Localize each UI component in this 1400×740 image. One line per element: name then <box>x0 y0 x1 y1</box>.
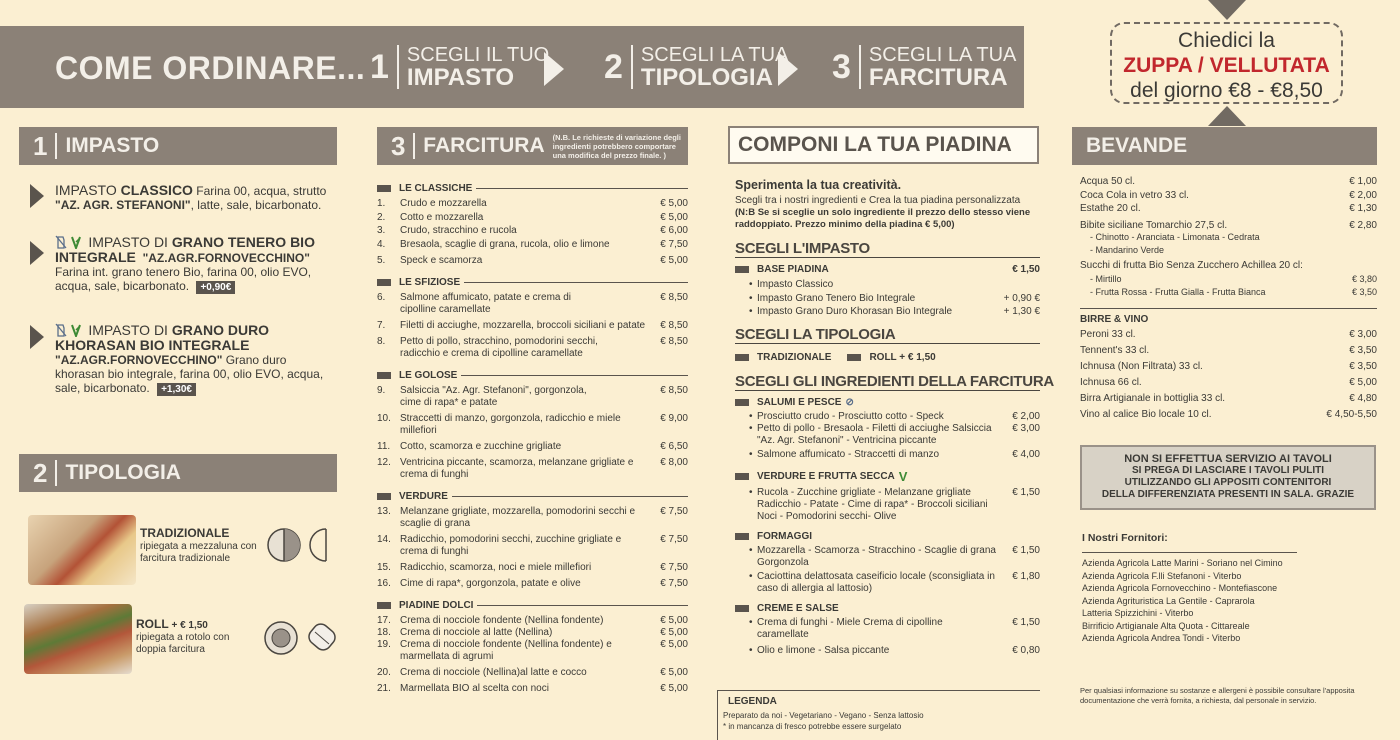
step-3 <box>832 44 1016 90</box>
step-line1: SCEGLI LA TUA <box>640 44 789 66</box>
drink-row: Estathe 20 cl. € 1,30 <box>1080 203 1377 214</box>
play-icon <box>30 241 44 270</box>
vegan-icon: V <box>898 469 908 484</box>
menu-item: 17. Crema di nocciole fondente (Nellina fondente) € 5,00 <box>377 614 688 626</box>
step-line2: FARCITURA <box>868 64 1008 91</box>
menu-item: 9. Salsiccia "Az. Agr. Stefanoni", gorgonzola, cime di rapa* e patate € 8,50 <box>377 384 688 408</box>
menu-item: 10. Straccetti di manzo, gorgonzola, radicchio e miele millefiori € 9,00 <box>377 412 688 436</box>
menu-item: 11. Cotto, scamorza e zucchine grigliate € 6,50 <box>377 440 688 452</box>
group-header: LE CLASSICHE <box>377 183 688 194</box>
drink-sub: - Frutta Rossa - Frutta Gialla - Frutta Bianca € 3,50 <box>1090 287 1377 297</box>
drink-row: Bibite siciliane Tomarchio 27,5 cl. € 2,80 <box>1080 220 1377 231</box>
menu-item: 19. Crema di nocciole fondente (Nellina fondente) e marmellata di agrumi € 5,00 <box>377 638 688 662</box>
farcitura-list <box>377 183 688 695</box>
menu-item: 6. Salmone affumicato, patate e crema di cipolline caramellate € 8,50 <box>377 291 688 315</box>
impasto-item-khorasan: IMPASTO DI GRANO DURO KHORASAN BIO INTEGRALE "AZ.AGR.FORNOVECCHINO" Grano duro khorasan bio integrale, farina 00, olio EVO, acqua, sale, bicarbonato. +1,30€ <box>55 322 324 395</box>
drink-row: Ichnusa (Non Filtrata) 33 cl. € 3,50 <box>1080 361 1377 372</box>
scegli-tipologia-title: SCEGLI LA TIPOLOGIA <box>735 326 1040 344</box>
farcitura-header: 3 FARCITURA (N.B. Le richieste di variazione degli ingredienti potrebbero comportare una modifica del prezzo finale. ) <box>377 127 688 165</box>
menu-item: 16. Cime di rapa*, gorgonzola, patate e olive € 7,50 <box>377 577 688 589</box>
triangle-up-icon <box>1208 106 1246 126</box>
birre-title: BIRRE & VINO <box>1080 314 1149 325</box>
step-line1: SCEGLI LA TUA <box>868 44 1017 66</box>
step-number: 1 <box>370 47 389 86</box>
menu-item: 3. Crudo, stracchino e rucola € 6,00 <box>377 225 688 236</box>
play-icon <box>30 184 44 213</box>
drink-row: Peroni 33 cl. € 3,00 <box>1080 329 1377 340</box>
bevande-list <box>1080 176 1377 421</box>
scegli-impasto-title: SCEGLI L'IMPASTO <box>735 240 1040 258</box>
bevande-header <box>1072 127 1377 165</box>
impasto-option: • Impasto Classico <box>749 279 834 290</box>
menu-item: 5. Speck e scamorza € 5,00 <box>377 254 688 266</box>
impasto-option: • Impasto Grano Duro Khorasan Bio Integrale + 1,30 € <box>749 306 1040 317</box>
fornitore-item: Azienda Agricola Fornovecchino - Montefiascone <box>1082 583 1278 593</box>
price-badge: +0,90€ <box>196 281 235 294</box>
scegli-ingredienti-title: SCEGLI GLI INGREDIENTI DELLA FARCITURA <box>735 373 1054 390</box>
ingredient-row: • Crema di funghi - Miele Crema di cipolline caramellate € 1,50 <box>749 617 1040 640</box>
drink-row: Ichnusa 66 cl. € 5,00 <box>1080 377 1377 388</box>
group-header: LE SFIZIOSE <box>377 277 688 288</box>
componi-content <box>735 178 1054 657</box>
menu-item: 13. Melanzane grigliate, mozzarella, pomodorini secchi e scaglie di grana € 7,50 <box>377 505 688 529</box>
fornitore-item: Birrificio Artigianale Alta Quota - Cittareale <box>1082 620 1250 631</box>
fornitore-item: Azienda Agricola F.lli Stefanoni - Viterbo <box>1082 570 1242 581</box>
step-line1: SCEGLI IL TUO <box>406 44 550 66</box>
step-2 <box>604 44 788 90</box>
arrow-right-icon <box>778 52 798 86</box>
drink-row: Birra Artigianale in bottiglia 33 cl. € 4,80 <box>1080 393 1377 404</box>
componi-header <box>728 126 1039 164</box>
drink-sub: - Mandarino Verde <box>1090 245 1165 255</box>
legenda-box <box>717 690 1040 740</box>
drink-row: Acqua 50 cl. € 1,00 <box>1080 176 1377 187</box>
menu-item: 2. Cotto e mozzarella € 5,00 <box>377 211 688 223</box>
zuppa-line1: Chiedici la <box>1178 29 1275 52</box>
fornitore-item: Azienda Agricola Latte Marini - Soriano nel Cimino <box>1082 558 1283 568</box>
componi-nb: (N:B Se si sceglie un solo ingrediente il prezzo dello stesso viene raddoppiato. Prezzo minimo della piadina € 5,00) <box>735 207 1031 230</box>
triangle-down-icon <box>1208 0 1246 20</box>
drink-row: Vino al calice Bio locale 10 cl. € 4,50-5,50 <box>1080 409 1377 420</box>
allergen-footer: Per qualsiasi informazione su sostanze e allergeni è possibile consultare l'apposita documentazione che verrà fornita, a richiesta, dal personale in servizio. <box>1080 686 1355 705</box>
fornitori-section <box>1082 532 1297 645</box>
ingredient-row: • Petto di pollo - Bresaola - Filetti di acciughe Salsiccia "Az. Agr. Stefanoni" - Ventricina piccante € 3,00 <box>749 423 1040 446</box>
ingredient-row: • Olio e limone - Salsa piccante € 0,80 <box>749 645 1040 656</box>
componi-lead: Sperimenta la tua creatività. <box>735 178 902 192</box>
arrow-right-icon <box>544 52 564 86</box>
menu-item: 4. Bresaola, scaglie di grana, rucola, olio e limone € 7,50 <box>377 238 688 250</box>
fornitore-item: Azienda Agricola Andrea Tondi - Viterbo <box>1082 633 1241 643</box>
step-line2: IMPASTO <box>406 64 515 91</box>
menu-item: 20. Crema di nocciole (Nellina)al latte e cocco € 5,00 <box>377 666 688 678</box>
menu-item: 7. Filetti di acciughe, mozzarella, broccoli siciliani e patate € 8,50 <box>377 319 688 331</box>
price-badge: +1,30€ <box>157 383 196 396</box>
tipologia-options: TRADIZIONALE ROLL + € 1,50 <box>735 352 1040 363</box>
ingredient-row: • Mozzarella - Scamorza - Stracchino - Scaglie di grana Gorgonzola € 1,50 <box>749 545 1040 568</box>
drink-sub: - Chinotto - Aranciata - Limonata - Cedrata <box>1090 232 1260 242</box>
legenda-title: LEGENDA <box>722 696 777 707</box>
impasto-header: 1 IMPASTO <box>19 127 337 165</box>
menu-item: 14. Radicchio, pomodorini secchi, zucchine grigliate e crema di funghi € 7,50 <box>377 533 688 557</box>
roll-icon <box>263 620 338 656</box>
menu-item: 12. Ventricina piccante, scamorza, melanzane grigliate e crema di funghi € 8,00 <box>377 456 688 480</box>
drink-row: Coca Cola in vetro 33 cl. € 2,00 <box>1080 189 1377 201</box>
ingredient-row: • Caciottina delattosata caseificio locale (sconsigliata in caso di allergia al lattosio) € 1,80 <box>749 571 1040 594</box>
half-circle-icon <box>266 527 336 565</box>
farcitura-note: (N.B. Le richieste di variazione degli ingredienti potrebbero comportare una modifica del prezzo finale. ) <box>552 132 681 160</box>
group-header: PIADINE DOLCI <box>377 600 688 611</box>
notice-box: NON SI EFFETTUA SERVIZIO AI TAVOLI SI PREGA DI LASCIARE I TAVOLI PULITI UTILIZZANDO GLI APPOSITI CONTENITORI DELLA DIFFERENZIATA PRESENTI IN SALA. GRAZIE <box>1080 445 1376 510</box>
tipologia-tradizionale: TRADIZIONALE ripiegata a mezzaluna con farcitura tradizionale <box>140 526 257 564</box>
componi-title: COMPONI LA TUA PIADINA <box>738 133 1012 156</box>
step-number: 2 <box>604 47 623 86</box>
fornitore-item: Latteria Spizzichini - Viterbo <box>1082 608 1194 618</box>
play-icon <box>30 325 44 354</box>
menu-item: 8. Petto di pollo, stracchino, pomodorini secchi, radicchio e crema di cipolline caramellate € 8,50 <box>377 335 688 359</box>
drink-row: Tennent's 33 cl. € 3,50 <box>1080 345 1377 356</box>
ingredient-group: CREME E SALSE <box>735 603 1040 614</box>
ingredient-group: FORMAGGI <box>735 531 1040 542</box>
step-1 <box>370 44 549 90</box>
menu-item: 1. Crudo e mozzarella € 5,00 <box>377 198 688 209</box>
menu-item: 18. Crema di nocciole al latte (Nellina) € 5,00 <box>377 626 688 638</box>
bevande-title: BEVANDE <box>1086 134 1188 157</box>
legenda-note: * in mancanza di fresco potrebbe essere surgelato <box>723 722 902 731</box>
lactose-free-icon: ⊘ <box>845 397 854 408</box>
ingredient-row: • Salmone affumicato - Straccetti di manzo € 4,00 <box>749 449 1040 460</box>
tradizionale-photo <box>28 515 136 585</box>
menu-item: 15. Radicchio, scamorza, noci e miele millefiori € 7,50 <box>377 561 688 573</box>
page-title: COME ORDINARE... <box>55 50 366 86</box>
group-header: VERDURE <box>377 491 688 502</box>
fornitore-item: Azienda Agrituristica La Gentile - Caprarola <box>1082 595 1255 606</box>
tipologia-roll: ROLL + € 1,50 ripiegata a rotolo con doppia farcitura <box>136 617 230 655</box>
menu-item: 21. Marmellata BIO al scelta con noci € 5,00 <box>377 682 688 694</box>
ingredient-row: • Prosciutto crudo - Prosciutto cotto - Speck € 2,00 <box>749 411 1040 422</box>
ingredient-group: VERDURE E FRUTTA SECCA V <box>735 469 1040 484</box>
impasto-item-tenero: IMPASTO DI GRANO TENERO BIO INTEGRALE "AZ.AGR.FORNOVECCHINO" Farina int. grano tenero Bio, farina 00, olio EVO, acqua, sale, bicarbonato. +0,90€ <box>55 234 315 293</box>
base-piadina: BASE PIADINA € 1,50 <box>735 264 1040 275</box>
drink-row: Succhi di frutta Bio Senza Zucchero Achillea 20 cl: <box>1080 260 1303 271</box>
fornitori-title: I Nostri Fornitori: <box>1082 532 1297 553</box>
ingredient-row: • Rucola - Zucchine grigliate - Melanzane grigliate Radicchio - Patate - Cime di rapa* - Broccoli siciliani Noci - Pomodorini secchi- Olive € 1,50 <box>749 487 1040 522</box>
impasto-title: IMPASTO <box>65 134 160 157</box>
ingredient-group: SALUMI E PESCE ⊘ <box>735 397 1040 408</box>
impasto-option: • Impasto Grano Tenero Bio Integrale + 0,90 € <box>749 292 1040 304</box>
zuppa-box <box>1110 22 1343 104</box>
roll-photo <box>24 604 132 674</box>
tipologia-header: 2 TIPOLOGIA <box>19 454 337 492</box>
componi-intro: Scegli tra i nostri ingredienti e Crea la tua piadina personalizzata <box>735 195 1021 206</box>
lactose-free-icon <box>55 323 85 337</box>
zuppa-line2: ZUPPA / VELLUTATA <box>1123 54 1330 77</box>
drink-sub: - Mirtillo € 3,80 <box>1090 274 1377 284</box>
legenda-line: Preparato da noi - Vegetariano - Vegano - Senza lattosio <box>723 711 924 720</box>
tipologia-title: TIPOLOGIA <box>65 461 181 484</box>
step-line2: TIPOLOGIA <box>640 64 773 91</box>
farcitura-title: FARCITURA <box>423 134 545 157</box>
group-header: LE GOLOSE <box>377 370 688 381</box>
lactose-free-icon <box>55 235 85 249</box>
zuppa-line3: del giorno €8 - €8,50 <box>1130 79 1323 102</box>
step-number: 3 <box>832 47 851 86</box>
impasto-item-classico: IMPASTO CLASSICO Farina 00, acqua, strutto "AZ. AGR. STEFANONI", latte, sale, bicarbonato. <box>55 182 327 212</box>
